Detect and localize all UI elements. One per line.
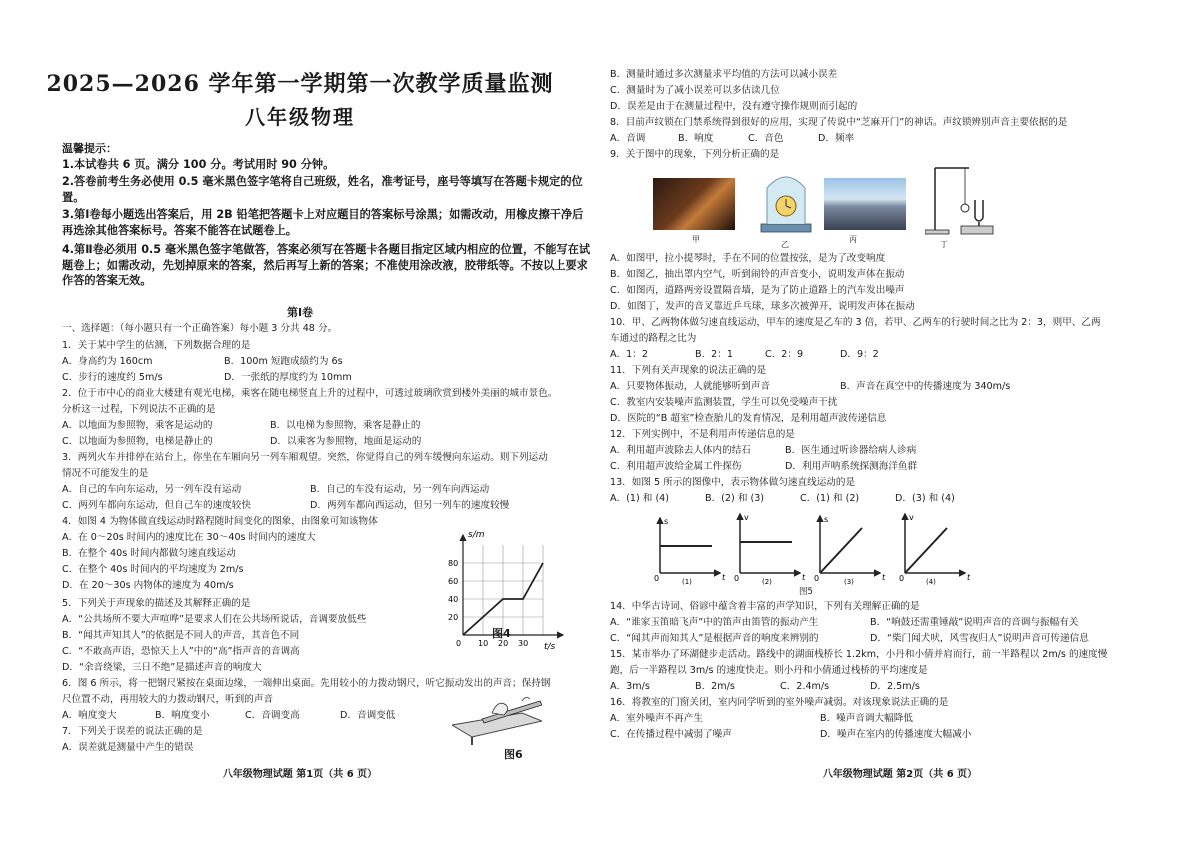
q8-option-d: D．频率 [818, 133, 855, 144]
q3-option-c: C．两列车都向东运动，但自己车的速度较快 [62, 500, 251, 511]
page-2 [600, 0, 1200, 847]
q11-option-c: C．教室内安装噪声监测装置，学生可以免受噪声干扰 [610, 397, 838, 408]
y-tick: 20 [448, 613, 459, 622]
x-tick: 10 [478, 639, 489, 648]
q8-option-c: C．音色 [748, 133, 784, 144]
svg-text:0: 0 [899, 574, 905, 583]
violin-photo [653, 178, 735, 230]
page-footer: 八年级物理试题 第1页（共 6 页） [222, 769, 378, 780]
q10-option-a: A．1：2 [610, 349, 648, 360]
q8-option-b: B．响度 [678, 133, 714, 144]
notice-2: 2.答卷前考生务必使用 0.5 毫米黑色签字笔将自己班级，姓名，准考证号，座号等填写在答题卡规定的位置。 [62, 175, 583, 204]
svg-text:v: v [909, 513, 914, 522]
q5-option-a: A．“公共场所不要大声喧哗”是要求人们在公共场所说话，音调要放低些 [62, 614, 367, 625]
graph-3 [814, 515, 886, 586]
q15-option-d: D．2.5m/s [870, 681, 920, 692]
section-intro: 一、选择题：（每小题只有一个正确答案）每小题 3 分共 48 分。 [62, 323, 338, 334]
graph-2 [734, 513, 806, 586]
bell-jar-image [755, 166, 817, 236]
q5-option-d: D．“余音绕梁，三日不绝”是描述声音的响度大 [62, 662, 262, 673]
q2-option-c: C．以地面为参照物，电梯是静止的 [62, 436, 213, 447]
svg-text:0: 0 [734, 574, 740, 583]
q3-stem-line2: 情况不可能发生的是 [62, 468, 149, 479]
q1-stem: 1．关于某中学生的估测，下列数据合理的是 [62, 340, 251, 351]
q12-option-c: C．利用超声波给金属工件探伤 [610, 461, 742, 472]
q7-stem: 7．下列关于误差的说法正确的是 [62, 726, 203, 737]
svg-text:t: t [722, 573, 726, 582]
q15-option-b: B．2m/s [695, 681, 735, 692]
svg-text:(1): (1) [682, 578, 692, 586]
q11-option-d: D．医院的“B 超室”检查胎儿的发育情况，是利用超声波传递信息 [610, 413, 887, 424]
notice-3: 3.第Ⅰ卷每小题选出答案后，用 2B 铅笔把答题卡上对应题目的答案标号涂黑；如需改动，用橡皮擦干净后再选涂其他答案标号。答案不能答在试题卷上。 [62, 208, 584, 237]
q6-stem-line1: 6．图 6 所示，将一把钢尺紧按在桌面边缘，一端伸出桌面。先用较小的力拨动钢尺，听它振动发出的声音；保持钢 [62, 678, 551, 689]
q5-stem: 5．下列关于声现象的描述及其解释正确的是 [62, 598, 251, 609]
figure-5-graphs [640, 508, 1000, 588]
q6-option-d: D．音调变低 [340, 710, 396, 721]
q8-stem: 8．目前声纹锁在门禁系统得到很好的应用，实现了传说中“芝麻开门”的神话。声纹锁辨别声音主要依据的是 [610, 117, 1068, 128]
figure-5-label: 图5 [799, 587, 813, 597]
q4-option-b: B．在整个 40s 时间内都做匀速直线运动 [62, 548, 236, 559]
q7-option-d: D．误差是由于在测量过程中，没有遵守操作规则而引起的 [610, 101, 858, 112]
q9-label-ding: 丁 [940, 240, 948, 249]
notice-1: 1.本试卷共 6 页。满分 100 分。考试用时 90 分钟。 [62, 158, 335, 171]
y-tick: 80 [448, 559, 459, 568]
y-tick: 60 [448, 577, 459, 586]
q12-option-a: A．利用超声波除去人体内的结石 [610, 445, 751, 456]
notice-4: 4.第Ⅱ卷必须用 0.5 毫米黑色签字笔做答，答案必须写在答题卡各题目指定区域内相应的位置，不能写在试题卷上；如需改动，先划掉原来的答案，然后再写上新的答案；不准使用涂改液，胶带纸等。不按以上要求作答的答案无效。 [62, 243, 591, 287]
q13-option-c: C．(1) 和 (2) [800, 493, 860, 504]
q6-option-a: A．响度变大 [62, 710, 117, 721]
q16-option-b: B．噪声音调大幅降低 [820, 713, 913, 724]
q3-option-d: D．两列车都向西运动，但另一列车的速度较慢 [310, 500, 510, 511]
x-tick: 0 [456, 639, 462, 648]
q2-option-b: B．以电梯为参照物，乘客是静止的 [270, 420, 421, 431]
q9-option-d: D．如图丁，发声的音叉靠近乒乓球，球多次被弹开，说明发声体在振动 [610, 301, 915, 312]
svg-text:0: 0 [814, 574, 820, 583]
exam-subtitle: 八年级物理 [245, 105, 355, 129]
q15-stem-line2: 跑，后一半路程以 3m/s 的速度快走。则小丹和小倩通过栈桥的平均速度是 [610, 665, 928, 676]
q15-option-c: C．2.4m/s [780, 681, 830, 692]
figure-6-label: 图6 [504, 748, 523, 761]
q14-stem: 14．中华古诗词、俗谚中蕴含着丰富的声学知识，下列有关理解正确的是 [610, 601, 920, 612]
q16-option-a: A．室外噪声不再产生 [610, 713, 703, 724]
q14-option-b: B．“响鼓还需重锤敲”说明声音的音调与振幅有关 [870, 617, 1079, 628]
svg-text:(4): (4) [926, 578, 936, 586]
q13-option-a: A．(1) 和 (4) [610, 493, 670, 504]
y-axis-label: s/m [468, 530, 485, 540]
q1-option-c: C．步行的速度约 5m/s [62, 372, 163, 383]
svg-text:t: t [802, 573, 806, 582]
svg-text:t: t [967, 573, 971, 582]
q12-stem: 12．下列实例中，不是利用声传递信息的是 [610, 429, 795, 440]
q5-option-b: B．“闻其声知其人”的依据是不同人的声音，其音色不同 [62, 630, 300, 641]
q13-option-d: D．(3) 和 (4) [895, 493, 955, 504]
q9-label-yi: 乙 [781, 240, 789, 249]
exam-title: 2025—2026 学年第一学期第一次教学质量监测 [46, 71, 554, 97]
q11-option-b: B．声音在真空中的传播速度为 340m/s [840, 381, 1011, 392]
q5-option-c: C．“不敢高声语，恐惊天上人”中的“高”指声音的音调高 [62, 646, 300, 657]
q9-option-b: B．如图乙，抽出罩内空气，听到闹铃的声音变小，说明发声体在振动 [610, 269, 905, 280]
q3-option-b: B．自己的车没有运动，另一列车向西运动 [310, 484, 490, 495]
q13-option-b: B．(2) 和 (3) [705, 493, 765, 504]
q16-option-c: C．在传播过程中减弱了噪声 [610, 729, 732, 740]
q14-option-c: C．“闻其声而知其人”是根据声音的响度来辨别的 [610, 633, 819, 644]
q7-option-b: B．测量时通过多次测量求平均值的方法可以减小误差 [610, 69, 838, 80]
q6-stem-line2: 尺位置不动，再用较大的力拨动钢尺，听到的声音 [62, 694, 274, 705]
q4-option-a: A．在 0～20s 时间内的速度比在 30～40s 时间内的速度大 [62, 532, 316, 543]
q10-stem-line2: 车通过的路程之比为 [610, 333, 697, 344]
notice-title: 温馨提示： [62, 142, 117, 155]
svg-text:t: t [882, 573, 886, 582]
q9-stem: 9．关于图中的现象，下列分析正确的是 [610, 149, 780, 160]
q4-stem: 4．如图 4 为物体做直线运动时路程随时间变化的图象，由图象可知该物体 [62, 516, 378, 527]
page-footer: 八年级物理试题 第2页（共 6 页） [822, 769, 978, 780]
q10-option-d: D．9：2 [840, 349, 879, 360]
q2-option-d: D．以乘客为参照物，地面是运动的 [270, 436, 422, 447]
x-axis-label: t/s [544, 642, 556, 650]
q4-option-d: D．在 20～30s 内物体的速度为 40m/s [62, 580, 234, 591]
q10-stem-line1: 10．甲、乙两物体做匀速直线运动，甲车的速度是乙车的 3 倍，若甲、乙两车的行驶时间之比为 2：3，则甲、乙两 [610, 317, 1101, 328]
q2-stem-line2: 分析这一过程，下列说法不正确的是 [62, 404, 216, 415]
q12-option-b: B．医生通过听诊器给病人诊病 [785, 445, 917, 456]
figure-4-label: 图4 [492, 627, 511, 640]
q6-option-b: B．响度变小 [155, 710, 210, 721]
svg-text:s: s [664, 517, 669, 526]
q15-option-a: A．3m/s [610, 681, 650, 692]
figure-6-image [452, 695, 542, 745]
q9-label-bing: 丙 [849, 235, 857, 244]
svg-text:(3): (3) [844, 578, 854, 586]
q12-option-d: D．利用声呐系统探测海洋鱼群 [785, 461, 918, 472]
svg-text:(2): (2) [762, 578, 772, 586]
q4-option-c: C．在整个 40s 时间内的平均速度为 2m/s [62, 564, 244, 575]
q7-option-a: A．误差就是测量中产生的错误 [62, 742, 194, 753]
q11-option-a: A．只要物体振动，人就能够听到声音 [610, 381, 771, 392]
q1-option-a: A．身高约为 160cm [62, 356, 153, 367]
x-tick: 30 [518, 639, 529, 648]
graph-4 [899, 513, 971, 586]
grid [463, 545, 543, 635]
q16-option-d: D．噪声在室内的传播速度大幅减小 [820, 729, 972, 740]
q7-option-c: C．测量时为了减小误差可以多估读几位 [610, 85, 780, 96]
q10-option-c: C．2：9 [765, 349, 804, 360]
sound-barrier-photo [824, 178, 906, 230]
q16-stem: 16．将教室的门窗关闭，室内同学听到的室外噪声减弱。对该现象说法正确的是 [610, 697, 949, 708]
x-tick: 20 [498, 639, 509, 648]
q2-option-a: A．以地面为参照物，乘客是运动的 [62, 420, 213, 431]
q1-option-b: B．100m 短跑成绩约为 6s [224, 356, 343, 367]
section-heading: 第Ⅰ卷 [286, 306, 314, 319]
q6-option-c: C．音调变高 [245, 710, 300, 721]
graph-1 [654, 517, 726, 586]
q9-option-a: A．如图甲，拉小提琴时，手在不同的位置按弦，是为了改变响度 [610, 253, 886, 264]
q10-option-b: B．2：1 [695, 349, 733, 360]
q9-option-c: C．如图丙，道路两旁设置隔音墙，是为了防止道路上的汽车发出噪声 [610, 285, 905, 296]
tuning-fork-image [925, 160, 995, 240]
y-tick: 40 [448, 595, 459, 604]
q11-stem: 11．下列有关声现象的说法正确的是 [610, 365, 767, 376]
q15-stem-line1: 15．某市举办了环湖健步走活动。路线中的湖面栈桥长 1.2km，小丹和小倩并肩而行，前一半路程以 2m/s 的速度慢 [610, 649, 1108, 660]
q8-option-a: A．音调 [610, 133, 646, 144]
svg-text:v: v [744, 513, 749, 522]
q9-label-jia: 甲 [692, 235, 700, 244]
q3-option-a: A．自己的车向东运动，另一列车没有运动 [62, 484, 242, 495]
q13-stem: 13．如图 5 所示的图像中，表示物体做匀速直线运动的是 [610, 477, 856, 488]
q3-stem-line1: 3．两列火车并排停在站台上，你坐在车厢向另一列车厢观望。突然，你觉得自己的列车缓慢向东运动。则下列运动 [62, 452, 548, 463]
svg-text:0: 0 [654, 574, 660, 583]
q1-option-d: D．一张纸的厚度约为 10mm [224, 372, 352, 383]
svg-text:s: s [824, 515, 829, 524]
q14-option-d: D．“柴门闻犬吠，风雪夜归人”说明声音可传递信息 [870, 633, 1089, 644]
q2-stem-line1: 2．位于市中心的商业大楼建有观光电梯，乘客在随电梯竖直上升的过程中，可透过玻璃欣赏到楼外美丽的城市景色。 [62, 388, 558, 399]
q14-option-a: A．“谁家玉笛暗飞声”中的笛声由笛管的振动产生 [610, 617, 819, 628]
